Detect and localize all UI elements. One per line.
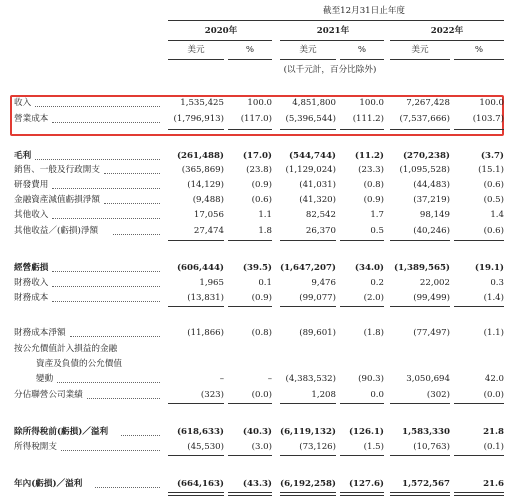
cell-usd-2022: (1,389,565)	[394, 263, 450, 273]
cell-usd-2020: (606,444)	[176, 263, 224, 273]
year-rule-2020	[168, 40, 272, 41]
cell-pct-2022: 42.0	[484, 374, 504, 384]
total-rule	[454, 495, 504, 496]
cell-pct-2020: (0.9)	[251, 293, 272, 303]
total-rule	[228, 306, 272, 307]
cell-pct-2021: (23.3)	[358, 165, 384, 175]
cell-pct-2020: (0.6)	[251, 195, 272, 205]
cell-pct-2022: (0.6)	[483, 226, 504, 236]
total-rule	[228, 403, 272, 404]
row-label: 所得稅開支	[14, 442, 57, 452]
unit-rule-6	[454, 59, 504, 60]
leader-dots	[104, 173, 160, 174]
total-rule	[280, 129, 336, 130]
cell-pct-2021: (2.0)	[363, 293, 384, 303]
cell-usd-2020: (261,488)	[176, 151, 224, 161]
cell-usd-2022: (99,499)	[413, 293, 450, 303]
cell-pct-2022: 0.3	[490, 278, 504, 288]
total-rule	[168, 403, 224, 404]
cell-pct-2021: (0.9)	[363, 195, 384, 205]
total-rule	[340, 495, 384, 496]
row-label: 其他收益／(虧損)淨額	[14, 226, 99, 236]
cell-pct-2022: (1.4)	[483, 293, 504, 303]
cell-pct-2021: 100.0	[359, 98, 384, 108]
cell-pct-2021: (111.2)	[352, 114, 384, 124]
cell-usd-2020: 27,474	[193, 226, 224, 236]
cell-usd-2020: –	[219, 374, 224, 384]
cell-usd-2022: 1,572,567	[402, 479, 450, 489]
total-rule	[340, 240, 384, 241]
total-rule	[228, 492, 272, 493]
row-label: 年內(虧損)／溢利	[14, 479, 83, 489]
row-label: 財務收入	[14, 278, 49, 288]
cell-usd-2020: (9,488)	[192, 195, 224, 205]
leader-dots	[52, 188, 160, 189]
cell-pct-2022: 21.8	[483, 427, 504, 437]
cell-usd-2022: (40,246)	[413, 226, 450, 236]
unit-usd-2022: 美元	[411, 45, 429, 55]
total-rule	[168, 492, 224, 493]
total-rule	[390, 495, 450, 496]
cell-pct-2022: (15.1)	[478, 165, 504, 175]
cell-usd-2021: 82,542	[305, 210, 336, 220]
cell-usd-2020: 17,056	[193, 210, 224, 220]
total-rule	[168, 240, 224, 241]
cell-pct-2020: (0.0)	[251, 390, 272, 400]
row-label: 變動	[36, 374, 54, 384]
cell-pct-2022: (0.5)	[483, 195, 504, 205]
total-rule	[340, 455, 384, 456]
cell-pct-2020: (0.9)	[251, 180, 272, 190]
total-rule	[280, 403, 336, 404]
leader-dots	[35, 106, 160, 107]
cell-pct-2021: 0.2	[370, 278, 384, 288]
row-label: 財務成本	[14, 293, 49, 303]
cell-pct-2020: (17.0)	[242, 151, 272, 161]
unit-rule-5	[390, 59, 450, 60]
cell-usd-2022: 1,583,330	[402, 427, 450, 437]
total-rule	[390, 403, 450, 404]
cell-usd-2022: (1,095,528)	[399, 165, 450, 175]
cell-usd-2021: (6,119,132)	[280, 427, 336, 437]
total-rule	[340, 403, 384, 404]
total-rule	[390, 306, 450, 307]
row-label: 財務成本淨額	[14, 328, 66, 338]
cell-usd-2020: (1,796,913)	[173, 114, 224, 124]
cell-pct-2020: –	[267, 374, 272, 384]
total-rule	[280, 306, 336, 307]
cell-pct-2022: (103.7)	[472, 114, 504, 124]
cell-pct-2022: (1.1)	[483, 328, 504, 338]
unit-pct-2021: %	[357, 45, 367, 55]
total-rule	[454, 129, 504, 130]
period-header: 截至12月31日止年度	[322, 6, 406, 16]
unit-rule-1	[168, 59, 224, 60]
cell-usd-2022: 98,149	[419, 210, 450, 220]
total-rule	[228, 129, 272, 130]
cell-usd-2020: 1,535,425	[180, 98, 224, 108]
cell-pct-2020: 0.1	[258, 278, 272, 288]
cell-pct-2021: 0.0	[370, 390, 384, 400]
year-2022-header: 2022年	[430, 26, 464, 36]
cell-usd-2021: (5,396,544)	[285, 114, 336, 124]
leader-dots	[52, 271, 160, 272]
cell-usd-2021: (99,077)	[299, 293, 336, 303]
row-label: 分佔聯營公司業績	[14, 390, 83, 400]
cell-usd-2022: (77,497)	[413, 328, 450, 338]
leader-dots	[35, 159, 160, 160]
cell-pct-2021: 1.7	[370, 210, 384, 220]
row-label: 其他收入	[14, 210, 49, 220]
leader-dots	[52, 286, 160, 287]
row-label: 收入	[14, 98, 32, 108]
total-rule	[454, 492, 504, 493]
cell-pct-2022: 100.0	[479, 98, 504, 108]
cell-usd-2021: (1,647,207)	[280, 263, 336, 273]
cell-usd-2021: (544,744)	[288, 151, 336, 161]
unit-usd-2020: 美元	[187, 45, 205, 55]
leader-dots	[52, 301, 160, 302]
cell-usd-2020: (13,831)	[187, 293, 224, 303]
cell-pct-2021: (0.8)	[363, 180, 384, 190]
cell-usd-2021: (41,320)	[299, 195, 336, 205]
cell-usd-2021: 26,370	[305, 226, 336, 236]
cell-usd-2022: (302)	[426, 390, 450, 400]
total-rule	[228, 240, 272, 241]
cell-usd-2022: 22,002	[419, 278, 450, 288]
total-rule	[340, 129, 384, 130]
cell-usd-2022: (37,219)	[413, 195, 450, 205]
cell-usd-2020: (618,633)	[176, 427, 224, 437]
cell-pct-2020: 100.0	[247, 98, 272, 108]
cell-usd-2022: (270,238)	[402, 151, 450, 161]
cell-usd-2021: (6,192,258)	[280, 479, 336, 489]
leader-dots	[52, 122, 160, 123]
unit-pct-2020: %	[245, 45, 255, 55]
cell-pct-2021: (34.0)	[354, 263, 384, 273]
row-label: 研發費用	[14, 180, 49, 190]
leader-dots	[52, 218, 160, 219]
cell-usd-2021: (73,126)	[299, 442, 336, 452]
unit-pct-2022: %	[474, 45, 484, 55]
leader-dots	[70, 336, 160, 337]
cell-usd-2022: 3,050,694	[406, 374, 450, 384]
leader-dots	[113, 234, 160, 235]
row-label: 資產及負債的公允價值	[36, 359, 122, 369]
total-rule	[454, 455, 504, 456]
cell-pct-2022: (19.1)	[474, 263, 504, 273]
cell-pct-2021: (11.2)	[354, 151, 384, 161]
year-rule-2022	[390, 40, 504, 41]
leader-dots	[57, 382, 160, 383]
leader-dots	[104, 203, 160, 204]
year-rule-2021	[280, 40, 384, 41]
cell-pct-2020: (40.3)	[242, 427, 272, 437]
cell-pct-2020: (3.0)	[251, 442, 272, 452]
unit-note: (以千元計，百分比除外)	[283, 65, 377, 75]
cell-usd-2021: (41,031)	[299, 180, 336, 190]
total-rule	[280, 492, 336, 493]
cell-pct-2020: 1.8	[258, 226, 272, 236]
total-rule	[228, 455, 272, 456]
year-2020-header: 2020年	[204, 26, 238, 36]
total-rule	[454, 306, 504, 307]
row-label: 銷售、一般及行政開支	[14, 165, 100, 175]
cell-usd-2021: (4,383,532)	[285, 374, 336, 384]
unit-usd-2021: 美元	[299, 45, 317, 55]
cell-usd-2020: (365,869)	[181, 165, 224, 175]
cell-pct-2020: 1.1	[258, 210, 272, 220]
cell-usd-2021: 4,851,800	[292, 98, 336, 108]
cell-pct-2021: (1.5)	[363, 442, 384, 452]
leader-dots	[87, 398, 160, 399]
cell-pct-2020: (43.3)	[242, 479, 272, 489]
total-rule	[168, 455, 224, 456]
cell-pct-2020: (117.0)	[240, 114, 272, 124]
cell-usd-2021: 1,208	[311, 390, 336, 400]
cell-usd-2020: (11,866)	[187, 328, 224, 338]
row-label: 除所得稅前(虧損)／溢利	[14, 427, 109, 437]
total-rule	[390, 129, 450, 130]
cell-usd-2020: 1,965	[199, 278, 224, 288]
cell-usd-2021: (1,129,024)	[285, 165, 336, 175]
row-label: 按公允價值計入損益的金融	[14, 344, 118, 354]
unit-rule-4	[340, 59, 384, 60]
row-label: 毛利	[14, 151, 32, 161]
total-rule	[280, 495, 336, 496]
cell-usd-2020: (14,129)	[187, 180, 224, 190]
total-rule	[340, 306, 384, 307]
cell-usd-2022: (10,763)	[413, 442, 450, 452]
cell-usd-2022: (44,483)	[413, 180, 450, 190]
cell-usd-2021: (89,601)	[299, 328, 336, 338]
cell-usd-2022: 7,267,428	[406, 98, 450, 108]
cell-usd-2020: (323)	[200, 390, 224, 400]
total-rule	[390, 240, 450, 241]
cell-usd-2020: (664,163)	[176, 479, 224, 489]
row-label: 營業成本	[14, 114, 49, 124]
cell-pct-2021: 0.5	[370, 226, 384, 236]
cell-pct-2022: 1.4	[490, 210, 504, 220]
cell-pct-2020: (23.8)	[246, 165, 272, 175]
cell-pct-2022: (0.0)	[483, 390, 504, 400]
total-rule	[168, 129, 224, 130]
cell-pct-2021: (127.6)	[348, 479, 384, 489]
total-rule	[390, 492, 450, 493]
total-rule	[454, 403, 504, 404]
total-rule	[280, 455, 336, 456]
total-rule	[390, 455, 450, 456]
cell-pct-2021: (126.1)	[348, 427, 384, 437]
leader-dots	[61, 450, 160, 451]
total-rule	[280, 240, 336, 241]
total-rule	[168, 306, 224, 307]
cell-pct-2022: 21.6	[483, 479, 504, 489]
cell-usd-2021: 9,476	[311, 278, 336, 288]
cell-pct-2021: (90.3)	[358, 374, 384, 384]
header-rule	[168, 20, 504, 21]
row-label: 金融資產減值虧損淨額	[14, 195, 100, 205]
cell-pct-2022: (0.6)	[483, 180, 504, 190]
total-rule	[168, 495, 224, 496]
cell-pct-2022: (3.7)	[480, 151, 504, 161]
total-rule	[228, 495, 272, 496]
year-2021-header: 2021年	[316, 26, 350, 36]
cell-pct-2020: (39.5)	[242, 263, 272, 273]
cell-usd-2020: (45,530)	[187, 442, 224, 452]
total-rule	[340, 492, 384, 493]
cell-pct-2021: (1.8)	[363, 328, 384, 338]
cell-pct-2022: (0.1)	[483, 442, 504, 452]
cell-pct-2020: (0.8)	[251, 328, 272, 338]
unit-rule-2	[228, 59, 272, 60]
unit-rule-3	[280, 59, 336, 60]
total-rule	[454, 240, 504, 241]
leader-dots	[95, 487, 160, 488]
cell-usd-2022: (7,537,666)	[399, 114, 450, 124]
row-label: 經營虧損	[14, 263, 49, 273]
